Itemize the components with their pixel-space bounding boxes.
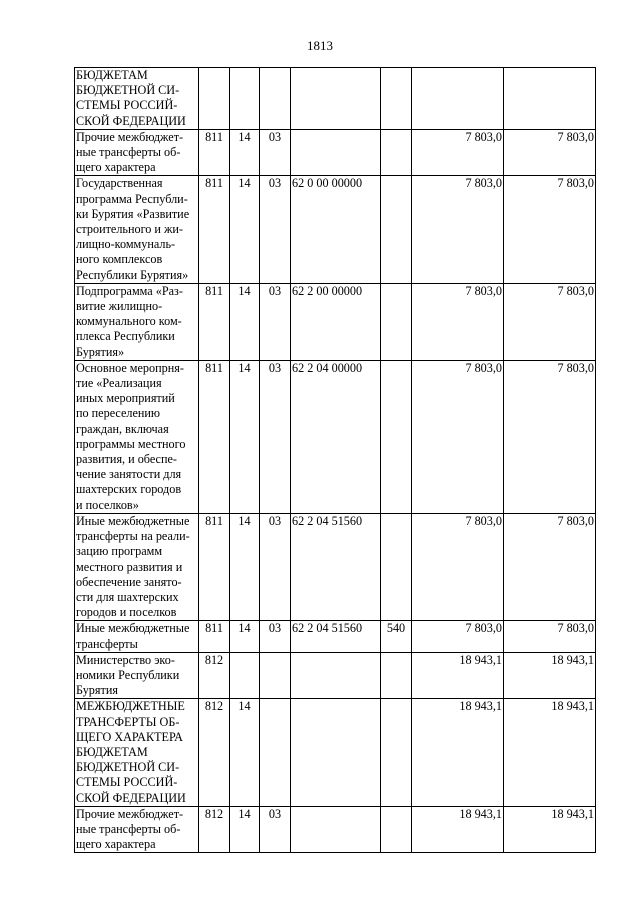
cell-name-line: БЮДЖЕТНОЙ СИ-: [76, 760, 180, 775]
cell-grbs: 811: [199, 283, 230, 360]
cell-name-line: СКОЙ ФЕДЕРАЦИИ: [76, 113, 186, 128]
cell-section: 14: [230, 176, 260, 283]
cell-name: [75, 699, 199, 806]
cell-name-line: ки Бурятия «Развитие: [76, 206, 190, 221]
table-row: [75, 806, 596, 853]
cell-name-line: трансферты на реали-: [76, 529, 190, 544]
cell-subsection: 03: [260, 360, 291, 513]
table-row: [75, 699, 596, 806]
cell-target-article: [291, 806, 381, 853]
cell-subsection: 03: [260, 129, 291, 176]
cell-name-line: местного развития и: [76, 559, 183, 574]
cell-amount-2: 7 803,0: [504, 621, 596, 652]
cell-grbs: 811: [199, 176, 230, 283]
cell-name: [75, 176, 199, 283]
table-row: [75, 652, 596, 699]
cell-expense-type: [381, 699, 412, 806]
cell-amount-1: 18 943,1: [412, 699, 504, 806]
cell-expense-type: [381, 513, 412, 620]
table-body: [75, 68, 596, 853]
cell-name: [75, 652, 199, 699]
cell-section: 14: [230, 360, 260, 513]
cell-name-line: ного комплексов: [76, 252, 163, 267]
cell-subsection: 03: [260, 176, 291, 283]
budget-table: [74, 67, 596, 853]
cell-name: [75, 283, 199, 360]
cell-name: [75, 621, 199, 652]
cell-name-line: СТЕМЫ РОССИЙ-: [76, 98, 178, 113]
cell-name-line: БЮДЖЕТАМ: [76, 68, 148, 82]
cell-amount-2: 7 803,0: [504, 129, 596, 176]
table-row: [75, 621, 596, 652]
cell-name-line: городов и поселков: [76, 605, 177, 620]
cell-name-line: щего характера: [76, 160, 156, 175]
cell-name-line: Бурятия: [76, 683, 118, 698]
cell-name-line: Министерство эко-: [76, 652, 175, 667]
cell-name-line: номики Республики: [76, 667, 180, 682]
cell-name-line: Иные межбюджетные: [76, 621, 190, 636]
cell-grbs: 812: [199, 699, 230, 806]
cell-amount-1: 7 803,0: [412, 176, 504, 283]
cell-name-line: Республики Бурятия»: [76, 267, 189, 282]
cell-name-line: витие жилищно-: [76, 299, 163, 314]
cell-target-article: 62 2 00 00000: [291, 283, 381, 360]
cell-name: [75, 806, 199, 853]
cell-name-line: Бурятия»: [76, 344, 125, 359]
cell-amount-1: 18 943,1: [412, 806, 504, 853]
cell-target-article: 62 2 04 51560: [291, 621, 381, 652]
cell-target-article: [291, 129, 381, 176]
cell-section: 14: [230, 699, 260, 806]
cell-amount-2: 7 803,0: [504, 176, 596, 283]
cell-grbs: 812: [199, 652, 230, 699]
cell-grbs: 811: [199, 360, 230, 513]
cell-grbs: 811: [199, 129, 230, 176]
cell-name-line: Прочие межбюджет-: [76, 129, 184, 144]
cell-amount-2: [504, 68, 596, 130]
cell-name-line: иных мероприятий: [76, 391, 175, 406]
cell-name-line: СТЕМЫ РОССИЙ-: [76, 775, 178, 790]
table-row: [75, 68, 596, 130]
cell-name-line: по переселению: [76, 406, 161, 421]
table-row: [75, 176, 596, 283]
table-row: [75, 129, 596, 176]
cell-name-line: ные трансферты об-: [76, 145, 181, 160]
cell-target-article: 62 2 04 51560: [291, 513, 381, 620]
cell-name: [75, 513, 199, 620]
cell-name-line: СКОЙ ФЕДЕРАЦИИ: [76, 790, 186, 805]
cell-amount-1: 7 803,0: [412, 283, 504, 360]
cell-name: [75, 360, 199, 513]
cell-subsection: 03: [260, 513, 291, 620]
cell-target-article: [291, 68, 381, 130]
cell-expense-type: [381, 68, 412, 130]
cell-name-line: обеспечение занято-: [76, 574, 182, 589]
cell-name-line: лищно-коммуналь-: [76, 237, 176, 252]
cell-name-line: развития, и обеспе-: [76, 452, 177, 467]
table-row: [75, 513, 596, 620]
cell-subsection: 03: [260, 621, 291, 652]
cell-amount-2: 18 943,1: [504, 699, 596, 806]
cell-amount-2: 18 943,1: [504, 652, 596, 699]
cell-name: [75, 68, 199, 130]
cell-amount-2: 7 803,0: [504, 513, 596, 620]
cell-amount-1: [412, 68, 504, 130]
cell-expense-type: [381, 176, 412, 283]
cell-name-line: зацию программ: [76, 544, 163, 559]
cell-amount-1: 7 803,0: [412, 360, 504, 513]
cell-subsection: [260, 652, 291, 699]
page-number: 1813: [307, 38, 333, 53]
cell-name-line: граждан, включая: [76, 421, 169, 436]
cell-section: 14: [230, 513, 260, 620]
table-row: [75, 283, 596, 360]
cell-name-line: и поселков»: [76, 497, 139, 512]
cell-amount-2: 7 803,0: [504, 360, 596, 513]
cell-expense-type: [381, 652, 412, 699]
cell-expense-type: 540: [381, 621, 412, 652]
cell-target-article: 62 0 00 00000: [291, 176, 381, 283]
cell-section: [230, 652, 260, 699]
cell-name-line: БЮДЖЕТАМ: [76, 744, 148, 759]
cell-target-article: [291, 699, 381, 806]
cell-name-line: сти для шахтерских: [76, 589, 179, 604]
cell-name-line: Подпрограмма «Раз-: [76, 283, 183, 298]
cell-section: 14: [230, 283, 260, 360]
cell-expense-type: [381, 806, 412, 853]
cell-name-line: ные трансферты об-: [76, 821, 181, 836]
cell-section: 14: [230, 129, 260, 176]
cell-amount-1: 7 803,0: [412, 621, 504, 652]
cell-grbs: 811: [199, 621, 230, 652]
cell-target-article: 62 2 04 00000: [291, 360, 381, 513]
cell-name-line: трансферты: [76, 636, 138, 651]
cell-name-line: Государственная: [76, 176, 163, 191]
cell-subsection: 03: [260, 283, 291, 360]
cell-section: 14: [230, 621, 260, 652]
cell-name-line: щего характера: [76, 837, 156, 852]
cell-name-line: Прочие межбюджет-: [76, 806, 184, 821]
cell-name: [75, 129, 199, 176]
cell-name-line: шахтерских городов: [76, 482, 182, 497]
cell-subsection: [260, 699, 291, 806]
cell-grbs: 812: [199, 806, 230, 853]
cell-grbs: [199, 68, 230, 130]
cell-name-line: тие «Реализация: [76, 376, 162, 391]
cell-name-line: ТРАНСФЕРТЫ ОБ-: [76, 714, 180, 729]
cell-name-line: программа Республи-: [76, 191, 188, 206]
cell-expense-type: [381, 129, 412, 176]
cell-amount-1: 7 803,0: [412, 129, 504, 176]
cell-expense-type: [381, 360, 412, 513]
cell-name-line: чение занятости для: [76, 467, 182, 482]
cell-subsection: 03: [260, 806, 291, 853]
cell-name-line: плекса Республики: [76, 329, 175, 344]
cell-target-article: [291, 652, 381, 699]
cell-name-line: Основное меропрня-: [76, 360, 184, 375]
cell-amount-2: 18 943,1: [504, 806, 596, 853]
cell-name-line: строительного и жи-: [76, 222, 183, 237]
cell-subsection: [260, 68, 291, 130]
cell-grbs: 811: [199, 513, 230, 620]
cell-section: [230, 68, 260, 130]
cell-name-line: ЩЕГО ХАРАКТЕРА: [76, 729, 183, 744]
cell-name-line: БЮДЖЕТНОЙ СИ-: [76, 83, 180, 98]
cell-expense-type: [381, 283, 412, 360]
cell-section: 14: [230, 806, 260, 853]
cell-name-line: программы местного: [76, 436, 186, 451]
table-row: [75, 360, 596, 513]
cell-name-line: Иные межбюджетные: [76, 513, 190, 528]
cell-name-line: коммунального ком-: [76, 314, 182, 329]
cell-amount-1: 18 943,1: [412, 652, 504, 699]
cell-name-line: МЕЖБЮДЖЕТНЫЕ: [76, 699, 185, 714]
cell-amount-2: 7 803,0: [504, 283, 596, 360]
cell-amount-1: 7 803,0: [412, 513, 504, 620]
